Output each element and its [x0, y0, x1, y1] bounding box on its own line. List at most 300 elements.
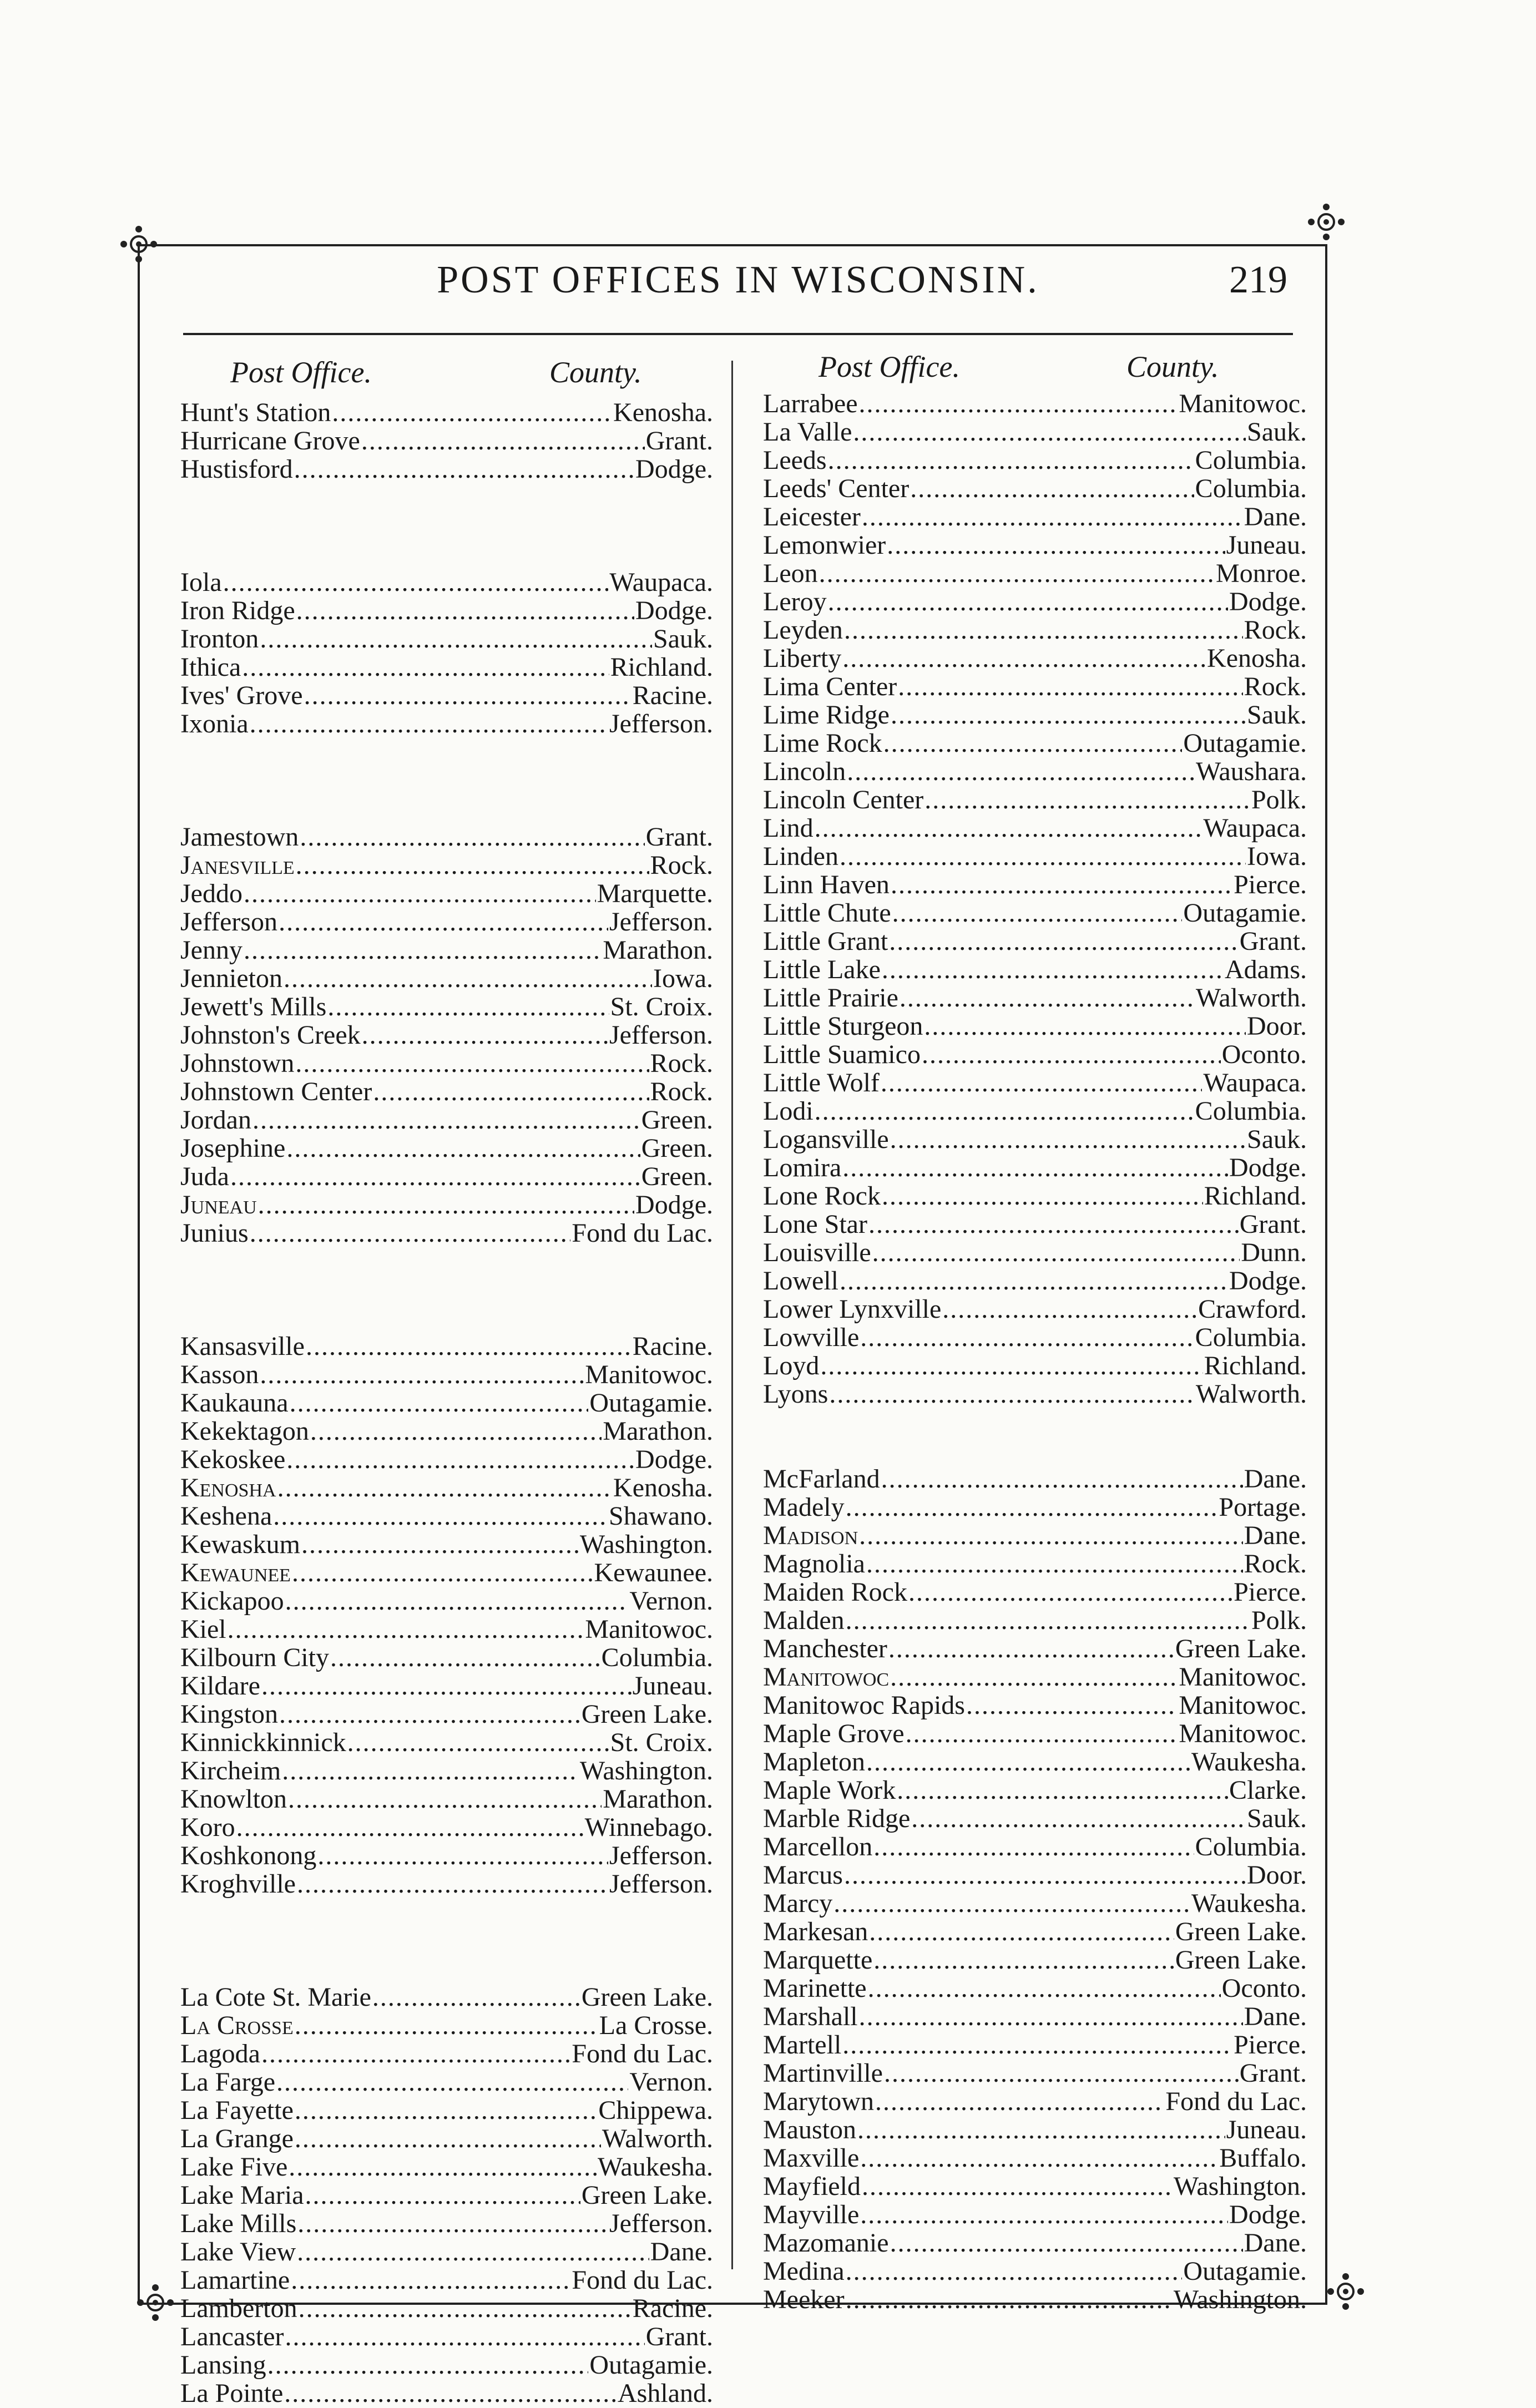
list-item	[763, 418, 1307, 446]
leader-dots	[842, 644, 1206, 672]
list-item	[180, 653, 713, 681]
county-name: Richland.	[610, 652, 713, 682]
leader-dots	[373, 1077, 649, 1106]
post-office-name: Jefferson	[180, 907, 278, 937]
county-name: Portage.	[1219, 1493, 1307, 1522]
list-item	[180, 2040, 713, 2068]
list-item	[763, 1663, 1307, 1691]
post-office-name: Marcellon	[763, 1832, 873, 1861]
list-item	[763, 1974, 1307, 2002]
county-name: Jefferson.	[609, 2209, 713, 2238]
section-gap	[180, 1247, 713, 1332]
post-office-name: Little Chute	[763, 898, 891, 928]
county-name: Manitowoc.	[585, 1360, 713, 1389]
post-office-name: Little Suamico	[763, 1040, 921, 1069]
list-item	[763, 927, 1307, 955]
county-name: Dane.	[650, 2237, 713, 2267]
list-item	[180, 1162, 713, 1191]
county-name: Richland.	[1204, 1181, 1307, 1211]
county-name: Green Lake.	[1175, 1945, 1307, 1975]
list-item	[763, 2257, 1307, 2285]
county-name: Clarke.	[1229, 1775, 1307, 1805]
left-column-list	[180, 398, 713, 2407]
leader-dots	[292, 1559, 593, 1587]
post-office-name: Lone Rock	[763, 1181, 881, 1211]
list-item	[180, 568, 713, 596]
county-name: Jefferson.	[609, 1841, 713, 1870]
county-name: Green Lake.	[581, 1982, 713, 2012]
leader-dots	[862, 503, 1243, 531]
list-item	[763, 1125, 1307, 1154]
county-name: Kenosha.	[613, 398, 713, 427]
list-item	[180, 1983, 713, 2011]
leader-dots	[285, 2323, 645, 2351]
list-item	[180, 1021, 713, 1049]
post-office-name: Louisville	[763, 1238, 871, 1267]
leader-dots	[922, 1040, 1221, 1069]
county-name: Green Lake.	[1175, 1917, 1307, 1946]
page-number: 219	[1229, 259, 1287, 301]
post-office-name: Marcus	[763, 1860, 843, 1890]
leader-dots	[882, 955, 1224, 984]
county-name: Rock.	[1244, 1549, 1307, 1579]
post-office-name: Kewaunee	[180, 1558, 291, 1587]
county-name: Columbia.	[1195, 474, 1307, 503]
list-item	[763, 2031, 1307, 2059]
running-header	[183, 258, 1293, 325]
leader-dots	[862, 2172, 1173, 2200]
post-office-name: Lime Rock	[763, 729, 882, 758]
county-name: Racine.	[632, 681, 713, 710]
leader-dots	[297, 2238, 649, 2266]
post-office-name: Juda	[180, 1162, 229, 1191]
leader-dots	[228, 1615, 584, 1643]
county-name: Pierce.	[1234, 2030, 1307, 2060]
post-office-name: Koshkonong	[180, 1841, 317, 1870]
post-office-name: Leroy	[763, 587, 827, 616]
leader-dots	[875, 2087, 1164, 2116]
county-name: Racine.	[632, 2294, 713, 2323]
section-gap	[763, 1408, 1307, 1465]
leader-dots	[282, 1757, 579, 1785]
county-name: Rock.	[650, 1077, 713, 1106]
leader-dots	[891, 871, 1232, 899]
leader-dots	[846, 2285, 1173, 2314]
leader-dots	[300, 823, 644, 851]
list-item	[180, 681, 713, 710]
leader-dots	[840, 1267, 1228, 1295]
county-name: Dodge.	[635, 1445, 713, 1474]
county-name: Pierce.	[1234, 870, 1307, 899]
list-item	[180, 398, 713, 427]
county-name: Grant.	[1239, 927, 1307, 956]
leader-dots	[258, 1191, 634, 1219]
list-item	[180, 2266, 713, 2294]
leader-dots	[291, 2266, 570, 2294]
leader-dots	[250, 1219, 571, 1247]
list-item	[180, 1134, 713, 1162]
leader-dots	[301, 1530, 579, 1559]
post-office-name: Madison	[763, 1521, 858, 1550]
county-name: St. Croix.	[610, 1728, 713, 1757]
list-item	[763, 389, 1307, 418]
list-item	[180, 1530, 713, 1559]
leader-dots	[859, 2002, 1243, 2031]
county-name: Oconto.	[1221, 1040, 1307, 1069]
county-name: Washington.	[579, 1756, 713, 1785]
leader-dots	[296, 596, 634, 625]
leader-dots	[942, 1295, 1197, 1323]
post-office-name: Lake Five	[180, 2152, 288, 2182]
post-office-name: Mayfield	[763, 2172, 861, 2201]
county-name: Green Lake.	[1175, 1634, 1307, 1663]
county-name: Green.	[641, 1134, 713, 1163]
post-office-name: Maxville	[763, 2143, 860, 2173]
county-name: Juneau.	[1226, 2115, 1307, 2144]
list-item	[180, 1785, 713, 1813]
right-county-heading: County.	[1126, 350, 1219, 383]
post-office-name: Jamestown	[180, 822, 299, 852]
post-office-name: Hurricane Grove	[180, 426, 360, 456]
post-office-name: Larrabee	[763, 389, 858, 418]
leader-dots	[305, 2181, 580, 2209]
leader-dots	[829, 1380, 1195, 1408]
leader-dots	[279, 908, 608, 936]
county-name: Monroe.	[1216, 559, 1307, 588]
list-item	[763, 588, 1307, 616]
leader-dots	[883, 729, 1183, 757]
county-name: Dane.	[1244, 1464, 1307, 1494]
list-item	[180, 1389, 713, 1417]
post-office-name: Martinville	[763, 2058, 883, 2088]
county-name: Pierce.	[1234, 1577, 1307, 1607]
county-name: Richland.	[1204, 1351, 1307, 1380]
post-office-name: Kickapoo	[180, 1586, 284, 1616]
post-office-name: Leyden	[763, 615, 843, 645]
county-name: Jefferson.	[609, 907, 713, 937]
list-item	[180, 2011, 713, 2040]
county-name: Dodge.	[1229, 1266, 1307, 1296]
list-item	[763, 2144, 1307, 2172]
list-item	[763, 503, 1307, 531]
post-office-name: Linn Haven	[763, 870, 890, 899]
list-item	[763, 1154, 1307, 1182]
county-name: Rock.	[650, 851, 713, 880]
list-item	[180, 2096, 713, 2124]
list-item	[763, 1097, 1307, 1125]
list-item	[763, 446, 1307, 474]
post-office-name: Manitowoc Rapids	[763, 1691, 965, 1720]
county-name: Manitowoc.	[1179, 389, 1307, 418]
county-name: Manitowoc.	[585, 1615, 713, 1644]
leader-dots	[299, 2294, 631, 2323]
list-item	[180, 1842, 713, 1870]
list-item	[763, 1210, 1307, 1238]
post-office-name: Lemonwier	[763, 530, 886, 560]
post-office-name: Marytown	[763, 2087, 874, 2116]
county-name: Washington.	[1173, 2172, 1307, 2201]
post-office-name: La Cote St. Marie	[180, 1982, 371, 2012]
list-item	[180, 1643, 713, 1672]
county-name: Outagamie.	[1183, 729, 1307, 758]
post-office-name: Kenosha	[180, 1473, 276, 1503]
county-name: Kenosha.	[613, 1473, 713, 1503]
leader-dots	[286, 1445, 634, 1474]
county-name: Manitowoc.	[1179, 1662, 1307, 1692]
post-office-name: Manitowoc	[763, 1662, 890, 1692]
leader-dots	[279, 1700, 580, 1728]
list-item	[763, 1748, 1307, 1776]
post-office-name: Liberty	[763, 644, 842, 673]
county-name: Fond du Lac.	[572, 2265, 713, 2295]
list-item	[180, 1219, 713, 1247]
leader-dots	[304, 681, 631, 710]
county-name: Sauk.	[1247, 1125, 1307, 1154]
leader-dots	[881, 1465, 1243, 1493]
post-office-name: Mauston	[763, 2115, 856, 2144]
leader-dots	[276, 2068, 628, 2096]
list-item	[763, 1776, 1307, 1804]
list-item	[180, 1559, 713, 1587]
post-office-name: Keshena	[180, 1501, 272, 1531]
page-title: POST OFFICES IN WISCONSIN.	[437, 259, 1039, 301]
post-office-name: Kasson	[180, 1360, 259, 1389]
frame-left	[138, 244, 140, 2305]
post-office-name: Mayville	[763, 2200, 860, 2229]
leader-dots	[881, 1069, 1202, 1097]
leader-dots	[295, 2096, 597, 2124]
list-item	[763, 842, 1307, 871]
leader-dots	[284, 2379, 617, 2407]
post-office-name: Johnstown	[180, 1049, 295, 1078]
leader-dots	[361, 427, 645, 455]
post-office-name: Little Grant	[763, 927, 888, 956]
leader-dots	[860, 2200, 1228, 2229]
county-name: Adams.	[1225, 955, 1307, 984]
list-item	[763, 1295, 1307, 1323]
county-name: Columbia.	[1195, 1832, 1307, 1861]
leader-dots	[332, 398, 612, 427]
post-office-name: Ironton	[180, 624, 259, 654]
leader-dots	[844, 616, 1243, 644]
post-office-name: Kircheim	[180, 1756, 281, 1785]
leader-dots	[868, 1210, 1239, 1238]
leader-dots	[284, 964, 652, 993]
leader-dots	[295, 1049, 649, 1077]
county-name: Grant.	[645, 2322, 713, 2351]
post-office-name: Leeds	[763, 446, 827, 475]
leader-dots	[890, 2229, 1243, 2257]
list-item	[180, 1106, 713, 1134]
post-office-name: Lower Lynxville	[763, 1294, 942, 1324]
post-office-name: La Valle	[763, 417, 852, 447]
county-name: La Crosse.	[599, 2011, 713, 2040]
post-office-name: Lansing	[180, 2350, 266, 2380]
post-office-name: Lake Maria	[180, 2181, 304, 2210]
post-office-name: Little Sturgeon	[763, 1011, 923, 1041]
county-name: Columbia.	[601, 1643, 713, 1672]
list-item	[180, 1474, 713, 1502]
corner-ornament-icon	[114, 219, 164, 269]
county-name: Outagamie.	[589, 1388, 713, 1418]
county-name: Shawano.	[609, 1501, 713, 1531]
leader-dots	[273, 1502, 608, 1530]
county-name: Waukesha.	[1191, 1889, 1307, 1918]
county-name: Winnebago.	[584, 1813, 713, 1842]
frame-right	[1325, 244, 1327, 2305]
leader-dots	[888, 1635, 1174, 1663]
list-item	[763, 1550, 1307, 1578]
county-name: Dane.	[1244, 1521, 1307, 1550]
county-name: Dodge.	[1229, 2200, 1307, 2229]
county-name: Dodge.	[635, 454, 713, 484]
post-office-name: Jordan	[180, 1105, 251, 1135]
leader-dots	[860, 1323, 1194, 1352]
list-item	[763, 2200, 1307, 2229]
county-name: Green.	[641, 1162, 713, 1191]
post-office-name: Lincoln Center	[763, 785, 924, 815]
leader-dots	[897, 1776, 1228, 1804]
county-name: Washington.	[1173, 2285, 1307, 2314]
list-item	[763, 1267, 1307, 1295]
post-office-name: Meeker	[763, 2285, 845, 2314]
list-item	[763, 1889, 1307, 1918]
right-column-list	[763, 389, 1307, 2314]
post-office-name: Hunt's Station	[180, 398, 331, 427]
list-item	[763, 1069, 1307, 1097]
leader-dots	[868, 1974, 1221, 2002]
list-item	[763, 2116, 1307, 2144]
list-item	[763, 531, 1307, 559]
county-name: Fond du Lac.	[572, 2039, 713, 2068]
section-gap	[180, 1898, 713, 1983]
post-office-name: Maiden Rock	[763, 1577, 907, 1607]
leader-dots	[872, 1238, 1240, 1267]
county-name: Manitowoc.	[1179, 1719, 1307, 1748]
post-office-name: Lagoda	[180, 2039, 260, 2068]
post-office-name: Iron Ridge	[180, 596, 295, 625]
list-item	[180, 1672, 713, 1700]
county-name: Waupaca.	[609, 568, 713, 597]
post-office-name: Lancaster	[180, 2322, 284, 2351]
county-name: Green Lake.	[581, 1699, 713, 1729]
post-office-name: Lake View	[180, 2237, 296, 2267]
list-item	[763, 1012, 1307, 1040]
county-name: Outagamie.	[1183, 898, 1307, 928]
county-name: Dodge.	[635, 596, 713, 625]
list-item	[180, 2153, 713, 2181]
post-office-name: Kinnickkinnick	[180, 1728, 346, 1757]
leader-dots	[244, 936, 602, 964]
list-item	[180, 710, 713, 738]
leader-dots	[873, 1946, 1174, 1974]
leader-dots	[819, 559, 1215, 588]
post-office-name: Maple Work	[763, 1775, 896, 1805]
leader-dots	[260, 1360, 584, 1389]
post-office-name: La Grange	[180, 2124, 294, 2153]
post-office-name: Johnston's Creek	[180, 1020, 361, 1050]
post-office-name: Jeddo	[180, 879, 242, 908]
leader-dots	[327, 993, 609, 1021]
county-name: Juneau.	[1226, 530, 1307, 560]
leader-dots	[261, 1672, 631, 1700]
leader-dots	[250, 710, 608, 738]
frame-top	[139, 244, 1326, 246]
list-item	[180, 2124, 713, 2153]
post-office-name: Lodi	[763, 1096, 814, 1126]
post-office-name: Kroghville	[180, 1869, 296, 1899]
column-divider	[731, 361, 733, 2269]
leader-dots	[362, 1021, 608, 1049]
leader-dots	[891, 701, 1246, 729]
leader-dots	[290, 1389, 589, 1417]
post-office-name: McFarland	[763, 1464, 880, 1494]
leader-dots	[887, 531, 1225, 559]
list-item	[763, 1493, 1307, 1521]
leader-dots	[347, 1728, 609, 1757]
county-name: Washington.	[579, 1530, 713, 1559]
leader-dots	[846, 1606, 1250, 1635]
post-office-name: Maple Grove	[763, 1719, 905, 1748]
post-office-name: Lima Center	[763, 672, 897, 701]
county-name: Outagamie.	[589, 2350, 713, 2380]
county-name: Marathon.	[603, 935, 713, 965]
list-item	[180, 1502, 713, 1530]
post-office-name: La Crosse	[180, 2011, 294, 2040]
county-name: Vernon.	[629, 1586, 713, 1616]
leader-dots	[842, 1154, 1228, 1182]
post-office-name: Linden	[763, 842, 838, 871]
list-item	[180, 1813, 713, 1842]
list-item	[763, 701, 1307, 729]
leader-dots	[910, 474, 1194, 503]
county-name: Marathon.	[603, 1784, 713, 1814]
left-county-heading: County.	[549, 356, 642, 389]
list-item	[763, 2229, 1307, 2257]
county-name: Kenosha.	[1207, 644, 1307, 673]
county-name: Fond du Lac.	[1165, 2087, 1307, 2116]
county-name: Grant.	[645, 822, 713, 852]
county-name: Columbia.	[1195, 446, 1307, 475]
list-item	[180, 936, 713, 964]
list-item	[763, 1352, 1307, 1380]
list-item	[763, 1323, 1307, 1352]
list-item	[763, 1635, 1307, 1663]
list-item	[763, 899, 1307, 927]
list-item	[180, 1445, 713, 1474]
county-name: Waukesha.	[597, 2152, 713, 2182]
county-name: Jefferson.	[609, 1869, 713, 1899]
list-item	[180, 823, 713, 851]
leader-dots	[869, 1918, 1174, 1946]
post-office-name: Kaukauna	[180, 1388, 289, 1418]
leader-dots	[906, 1719, 1178, 1748]
leader-dots	[297, 1870, 608, 1898]
leader-dots	[853, 418, 1246, 446]
post-office-name: Medina	[763, 2257, 845, 2286]
post-office-name: Junius	[180, 1218, 249, 1248]
list-item	[180, 427, 713, 455]
post-office-name: Kiel	[180, 1615, 226, 1644]
county-name: Dodge.	[1229, 587, 1307, 616]
county-name: Green.	[641, 1105, 713, 1135]
post-office-name: Lowell	[763, 1266, 838, 1296]
list-item	[180, 1077, 713, 1106]
county-name: Fond du Lac.	[572, 1218, 713, 1248]
county-name: Oconto.	[1221, 1974, 1307, 2003]
list-item	[180, 596, 713, 625]
leader-dots	[285, 1587, 629, 1615]
